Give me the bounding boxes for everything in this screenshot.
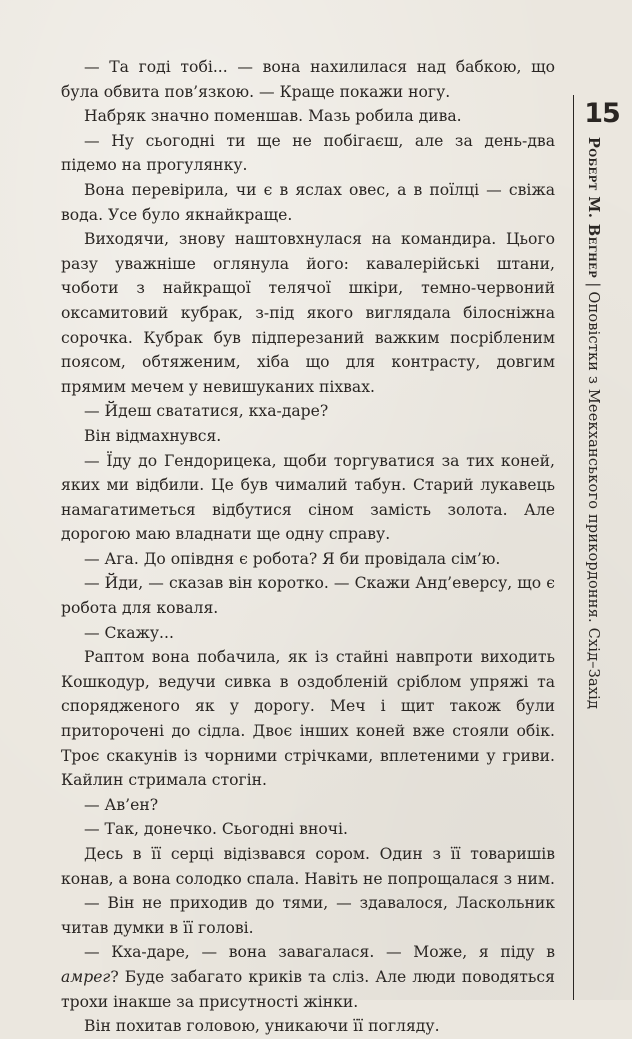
running-head-title: Оповістки з Меекханського прикордоння. Схід–Захід <box>585 291 601 710</box>
paragraph-18: Він похитав головою, уникаючи її погляду. <box>84 1017 440 1036</box>
italic-word: амрег <box>61 967 111 986</box>
running-head-separator: | <box>585 282 601 288</box>
paragraph-10: — Йди, — сказав він коротко. — Скажи Анд’еверсу, що є робота для коваля. <box>61 574 555 618</box>
paragraph-5: Виходячи, знову наштовхнулася на командира. Цього разу уважніше оглянула його: кавалерійські штани, чоботи з найкращої телячої шкіри, темно-червоний оксамитовий кубрак, з-під якого виглядала білосніжна сорочка. Кубрак був підперезаний важким посрібленим поясом, обтяженим, хіба що для контрасту, довгим прямим мечем у невишуканих піхвах. <box>61 230 555 396</box>
paragraph-11: — Скажу... <box>84 623 174 642</box>
paragraph-12: Раптом вона побачила, як із стайні навпроти виходить Кошкодур, ведучи сивка в оздобленій сріблом упряжі та спорядженого як у дорогу. Меч і щит також були приторочені до сідла. Двоє інших коней вже стояли обік. Троє скакунів із чорними стрічками, вплетеними у гриви. Кайлин стримала стогін. <box>61 648 555 790</box>
paragraph-16: — Він не приходив до тями, — здавалося, Ласкольник читав думки в її голові. <box>61 894 555 937</box>
paragraph-15: Десь в її серці відізвався сором. Один з її товаришів конав, а вона солодко спала. Навіть не попрощалася з ним. <box>61 845 555 888</box>
paragraph-8: — Їду до Гендорицека, щоби торгуватися за тих коней, яких ми відбили. Це був чималий табун. Старий лукавець намагатиметься відбутися сіном замість золота. Але дорогою маю владнати ще одну справу. <box>61 451 555 544</box>
paragraph-3: — Ну сьогодні ти ще не побігаєш, але за день-два підемо на прогулянку. <box>61 131 555 175</box>
margin-rule <box>573 95 574 1000</box>
paragraph-4: Вона перевірила, чи є в яслах овес, а в поїлці — свіжа вода. Усе було якнайкраще. <box>61 180 555 224</box>
paragraph-2: Набряк значно поменшав. Мазь робила дива. <box>84 107 462 126</box>
paragraph-14: — Так, донечко. Сьогодні вночі. <box>84 820 348 839</box>
paragraph-17-before: — Кха-даре, — вона завагалася. — Може, я піду в <box>84 943 555 962</box>
page-number: 15 <box>584 98 620 129</box>
body-text <box>61 55 555 1039</box>
running-head <box>585 137 602 709</box>
paragraph-17 <box>61 940 555 1014</box>
paragraph-6: — Йдеш свататися, кха-даре? <box>84 402 329 421</box>
paragraph-17-after: ? Буде забагато криків та сліз. Але люди поводяться трохи інакше за присутності жінки. <box>61 967 555 1011</box>
paragraph-7: Він відмахнувся. <box>84 426 222 445</box>
paragraph-1: — Та годі тобі... — вона нахилилася над бабкою, що була обвита пов’язкою. — Краще покажи ногу. <box>61 58 555 101</box>
paragraph-9: — Ага. До опівдня є робота? Я би провідала сім’ю. <box>84 549 501 568</box>
running-head-author: Роберт М. Вегнер <box>585 137 602 279</box>
paragraph-13: — Ав’ен? <box>84 795 159 814</box>
